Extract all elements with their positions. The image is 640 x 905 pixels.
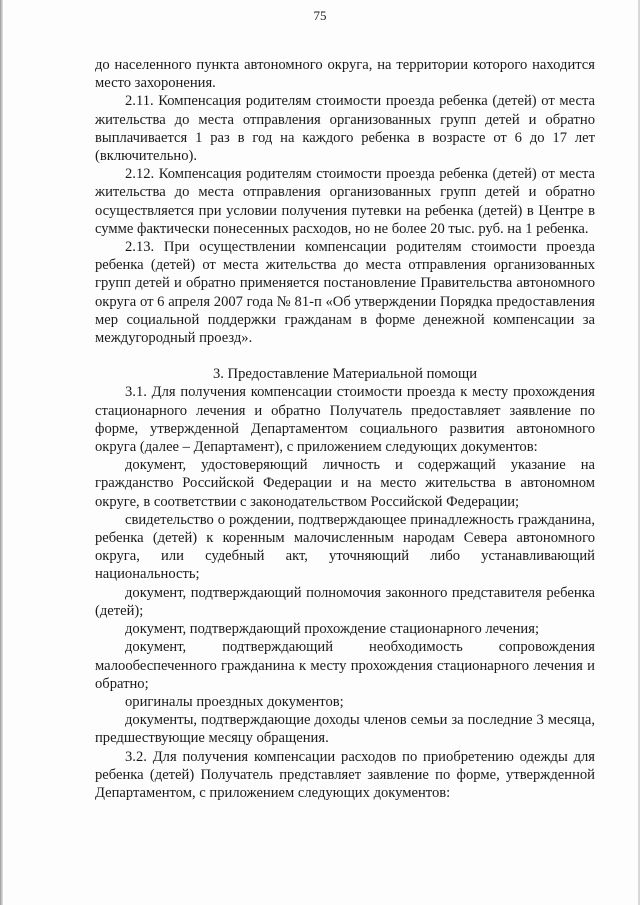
list-item-representative-authority: документ, подтверждающий полномочия законного представителя ребенка (детей); (95, 584, 595, 619)
list-item-treatment-document: документ, подтверждающий прохождение стационарного лечения; (125, 621, 540, 638)
paragraph-3-1: 3.1. Для получения компенсации стоимости проезда к месту прохождения стационарного лечения и обратно Получатель предоставляет заявление по форме, утвержденной Департаментом социального развития автономного округа (далее – Департамент), с приложением следующих документов: (95, 384, 595, 456)
list-item-escort-necessity: документ, подтверждающий необходимость сопровождения малообеспеченного гражданина к месту прохождения стационарного лечения и обратно; (95, 639, 595, 692)
scan-left-edge (0, 0, 3, 905)
list-item-income-documents: документы, подтверждающие доходы членов семьи за последние 3 месяца, предшествующие месяцу обращения. (95, 712, 595, 747)
page-number: 75 (313, 8, 327, 23)
section-spacer (95, 347, 595, 365)
document-body (95, 56, 595, 802)
paragraph-2-13: 2.13. При осуществлении компенсации родителям стоимости проезда ребенка (детей) от места жительства до места отправления организованных групп детей и обратно применяется постановление Правительства автономного округа от 6 апреля 2007 года № 81-п «Об утверждении Порядка предоставления мер социальной поддержки гражданам в форме денежной компенсации за междугородный проезд». (95, 239, 595, 347)
list-item-travel-documents: оригиналы проездных документов; (125, 693, 344, 710)
section-heading: 3. Предоставление Материальной помощи (212, 366, 478, 383)
list-item-birth-certificate: свидетельство о рождении, подтверждающее принадлежность гражданина, ребенка (детей) к коренным малочисленным народам Севера автономного округа, или судебный акт, уточняющий либо устанавливающий национальность; (95, 511, 595, 583)
list-item-identity-document: документ, удостоверяющий личность и содержащий указание на гражданство Российской Федерации и на место жительства в автономном округе, в соответствии с законодательством Российской Федерации; (95, 457, 595, 510)
paragraph-2-12: 2.12. Компенсация родителям стоимости проезда ребенка (детей) от места жительства до места отправления организованных групп детей и обратно осуществляется при условии получения путевки на ребенка (детей) в Центре в сумме фактически понесенных расходов, но не более 20 тыс. руб. на 1 ребенка. (95, 166, 595, 237)
paragraph-continuation: до населенного пункта автономного округа, на территории которого находится место захоронения. (95, 57, 595, 92)
paragraph-3-2: 3.2. Для получения компенсации расходов по приобретению одежды для ребенка (детей) Получатель представляет заявление по форме, утвержденной Департаментом, с приложением следующих документов: (95, 748, 595, 801)
paragraph-2-11: 2.11. Компенсация родителям стоимости проезда ребенка (детей) от места жительства до места отправления организованных групп детей и обратно выплачивается 1 раз в год на каждого ребенка в возрасте от 6 до 17 лет (включительно). (95, 93, 595, 165)
